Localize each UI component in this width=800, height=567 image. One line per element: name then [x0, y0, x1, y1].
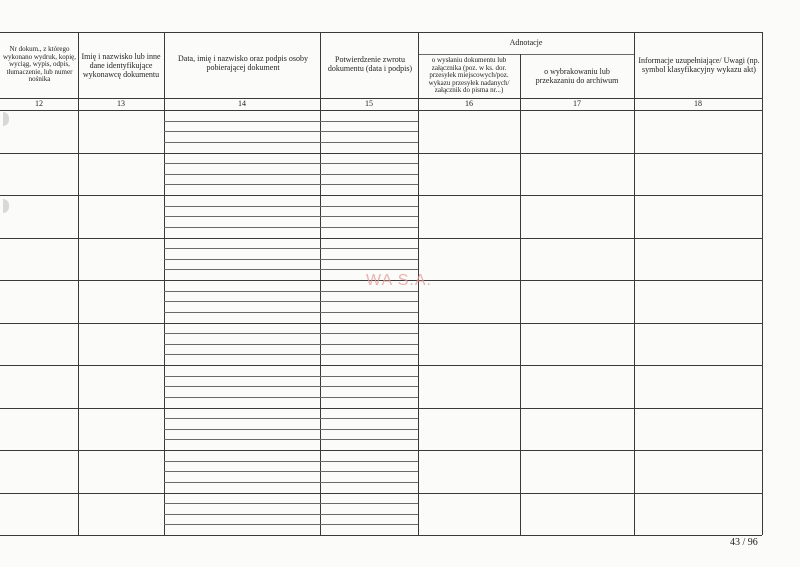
header-return-confirmation: Potwierdzenie zwrotu dokumentu (data i podpis) [327, 55, 413, 73]
signature-line [164, 439, 418, 440]
column-number: 14 [238, 99, 246, 108]
row-line [0, 238, 762, 239]
signature-line [164, 184, 418, 185]
signature-line [164, 227, 418, 228]
header-dispatch: o wysłaniu dokumentu lub załącznika (poz. w ks. dor. przesyłek miejscowych/poz. wykazu przesyłek nadanych/ załącznik do pisma nr...) [428, 56, 510, 95]
annotations-divider [418, 54, 634, 55]
header-notes: Informacje uzupełniające/ Uwagi (np. symbol klasyfikacyjny wykazu akt) [638, 56, 760, 74]
signature-line [164, 524, 418, 525]
column-line [520, 54, 521, 535]
signature-line [164, 471, 418, 472]
header-annotations: Adnotacje [509, 37, 543, 47]
header-archive: o wybrakowaniu lub przekazaniu do archiwum [535, 67, 619, 85]
row-line [0, 153, 762, 154]
signature-line [164, 269, 418, 270]
signature-line [164, 514, 418, 515]
table-border [0, 535, 762, 536]
signature-line [164, 418, 418, 419]
signature-line [164, 216, 418, 217]
signature-line [164, 163, 418, 164]
signature-line [164, 461, 418, 462]
row-line [0, 323, 762, 324]
column-number: 13 [117, 99, 125, 108]
column-number: 16 [465, 99, 473, 108]
header-executor: Imię i nazwisko lub inne dane identyfikujące wykonawcę dokumentu [81, 51, 161, 79]
signature-line [164, 354, 418, 355]
signature-line [164, 503, 418, 504]
column-number: 17 [573, 99, 581, 108]
page-number: 43 / 96 [730, 537, 758, 548]
signature-line [164, 121, 418, 122]
signature-line [164, 248, 418, 249]
signature-line [164, 174, 418, 175]
table-border [0, 32, 762, 33]
header-document-number: Nr dokum., z którego wykonano wydruk, kopię, wyciąg, wypis, odpis, tłumaczenie, lub numer nośnika [2, 45, 77, 84]
column-number: 12 [35, 99, 43, 108]
column-number: 18 [694, 99, 702, 108]
watermark: WA S.A. [366, 272, 432, 289]
header-divider [0, 110, 762, 111]
signature-line [164, 142, 418, 143]
column-number: 15 [365, 99, 373, 108]
signature-line [164, 429, 418, 430]
row-line [0, 365, 762, 366]
signature-line [164, 312, 418, 313]
signature-line [164, 397, 418, 398]
signature-line [164, 131, 418, 132]
table-border [762, 32, 763, 535]
row-line [0, 493, 762, 494]
signature-line [164, 344, 418, 345]
signature-line [164, 301, 418, 302]
signature-line [164, 206, 418, 207]
signature-line [164, 259, 418, 260]
row-line [0, 408, 762, 409]
signature-line [164, 291, 418, 292]
row-line [0, 195, 762, 196]
signature-line [164, 333, 418, 334]
signature-line [164, 386, 418, 387]
row-line [0, 450, 762, 451]
signature-line [164, 482, 418, 483]
signature-line [164, 376, 418, 377]
header-collector: Data, imię i nazwisko oraz podpis osoby pobierającej dokument [178, 54, 308, 72]
